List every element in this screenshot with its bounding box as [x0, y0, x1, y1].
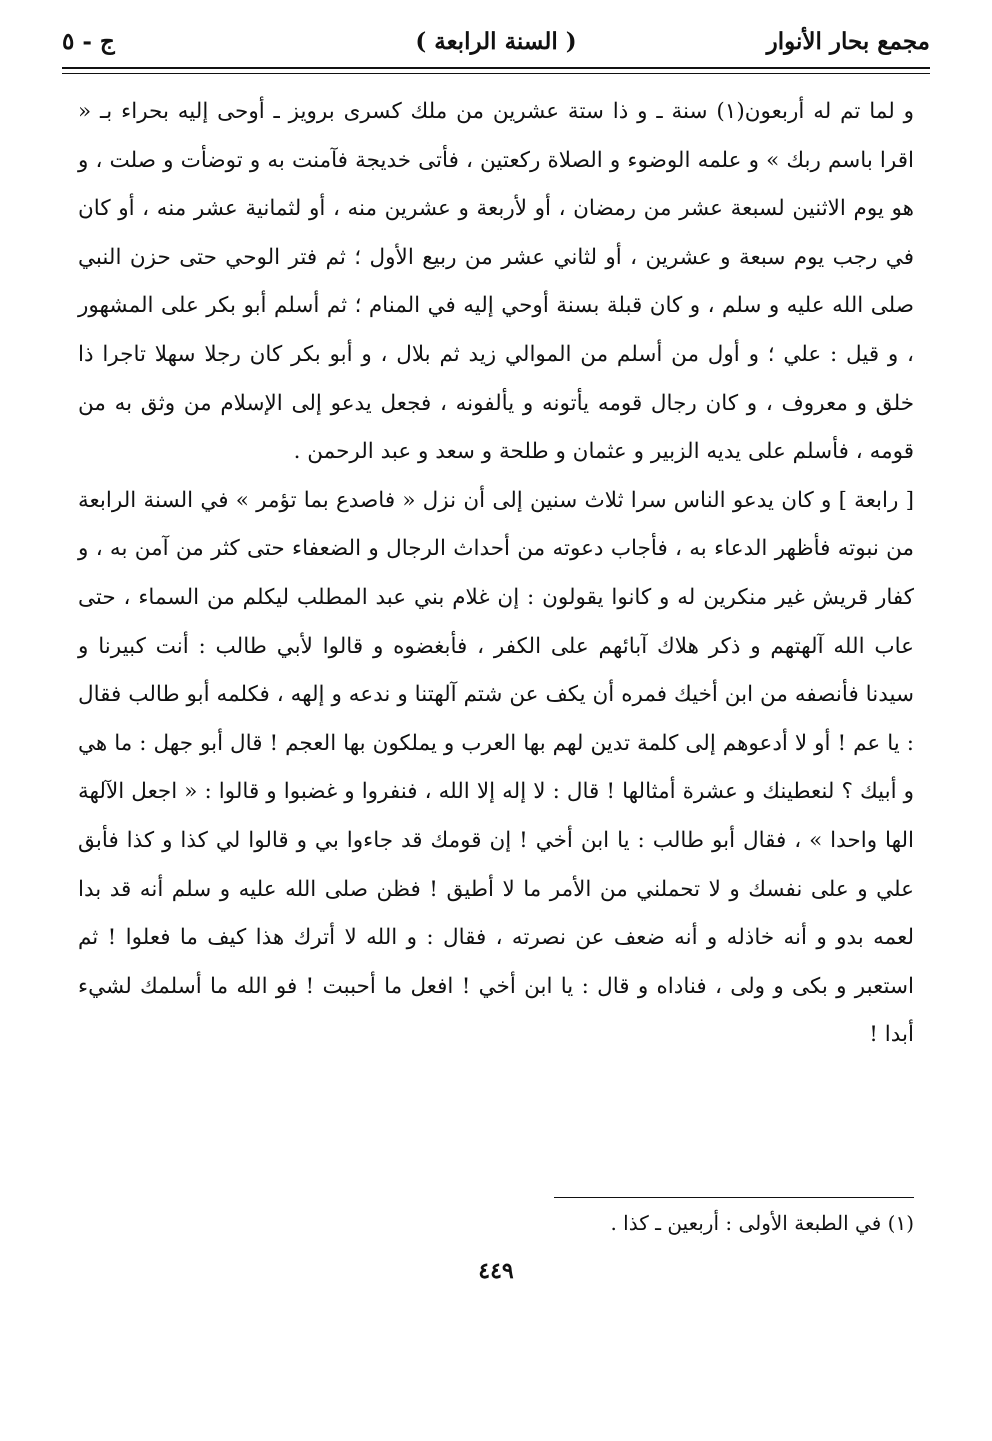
- section-title: ( السنة الرابعة ): [415, 28, 577, 55]
- paragraph: و لما تم له أربعون(١) سنة ـ و ذا ستة عشرين من ملك كسرى برويز ـ أوحى إليه بحراء بـ « اقرا باسم ربك » و علمه الوضوء و الصلاة ركعتين ، فأتى خديجة فآمنت به و توضأت و صلت ، و هو يوم الاثنين لسبعة عشر من رمضان ، أو لأربعة و عشرين منه ، أو لثمانية عشر منه ، أو كان في رجب يوم سبعة و عشرين ، أو لثاني عشر من ربيع الأول ؛ ثم فتر الوحي حتى حزن النبي صلى الله عليه و سلم ، و كان قبلة بسنة أوحي إليه في المنام ؛ ثم أسلم أبو بكر على المشهور ، و قيل : علي ؛ و أول من أسلم من الموالي زيد ثم بلال ، و أبو بكر كان رجلا سهلا تاجرا ذا خلق و معروف ، و كان رجال قومه يأتونه و يألفونه ، فجعل يدعو إلى الإسلام من وثق به من قومه ، فأسلم على يديه الزبير و عثمان و طلحة و سعد و عبد الرحمن .: [78, 99, 915, 465]
- header-rule: [62, 67, 930, 69]
- main-text: [78, 88, 914, 1060]
- header-rule-thin: [62, 73, 930, 74]
- footnote: (١) في الطبعة الأولى : أربعين ـ كذا .: [610, 1211, 914, 1235]
- volume-number: ج - ٥: [62, 28, 115, 55]
- paragraph: [ رابعة ] و كان يدعو الناس سرا ثلاث سنين إلى أن نزل « فاصدع بما تؤمر » في السنة الرابعة من نبوته فأظهر الدعاء به ، فأجاب دعوته من أحداث الرجال و الضعفاء حتى كثر من آمن به ، و كفار قريش غير منكرين له و كانوا يقولون : إن غلام بني عبد المطلب ليكلم من السماء ، حتى عاب الله آلهتهم و ذكر هلاك آبائهم على الكفر ، فأبغضوه و قالوا لأبي طالب : أنت كبيرنا و سيدنا فأنصفه من ابن أخيك فمره أن يكف عن شتم آلهتنا و ندعه و إلهه ، فكلمه أبو طالب فقال : يا عم ! أو لا أدعوهم إلى كلمة تدين لهم بها العرب و يملكون بها العجم ! قال أبو جهل : ما هي و أبيك ؟ لنعطينك و عشرة أمثالها ! قال : لا إله إلا الله ، فنفروا و غضبوا و قالوا : « اجعل الآلهة الها واحدا » ، فقال أبو طالب : يا ابن أخي ! إن قومك قد جاءوا بي و قالوا لي كذا و كذا فأبق علي و على نفسك و لا تحملني من الأمر ما لا أطيق ! فظن صلى الله عليه و سلم أنه قد بدا لعمه بدو و أنه خاذله و أنه ضعف عن نصرته ، فقال : و الله لا أترك هذا كيف ما فعلوا ! ثم استعبر و بكى و ولى ، فناداه و قال : يا ابن أخي ! افعل ما أحببت ! فو الله ما أسلمك لشيء أبدا !: [78, 487, 914, 1048]
- book-title: مجمع بحار الأنوار: [766, 28, 930, 55]
- page-number: ٤٤٩: [478, 1258, 514, 1284]
- running-header: [62, 22, 930, 66]
- footnote-rule: [554, 1197, 914, 1198]
